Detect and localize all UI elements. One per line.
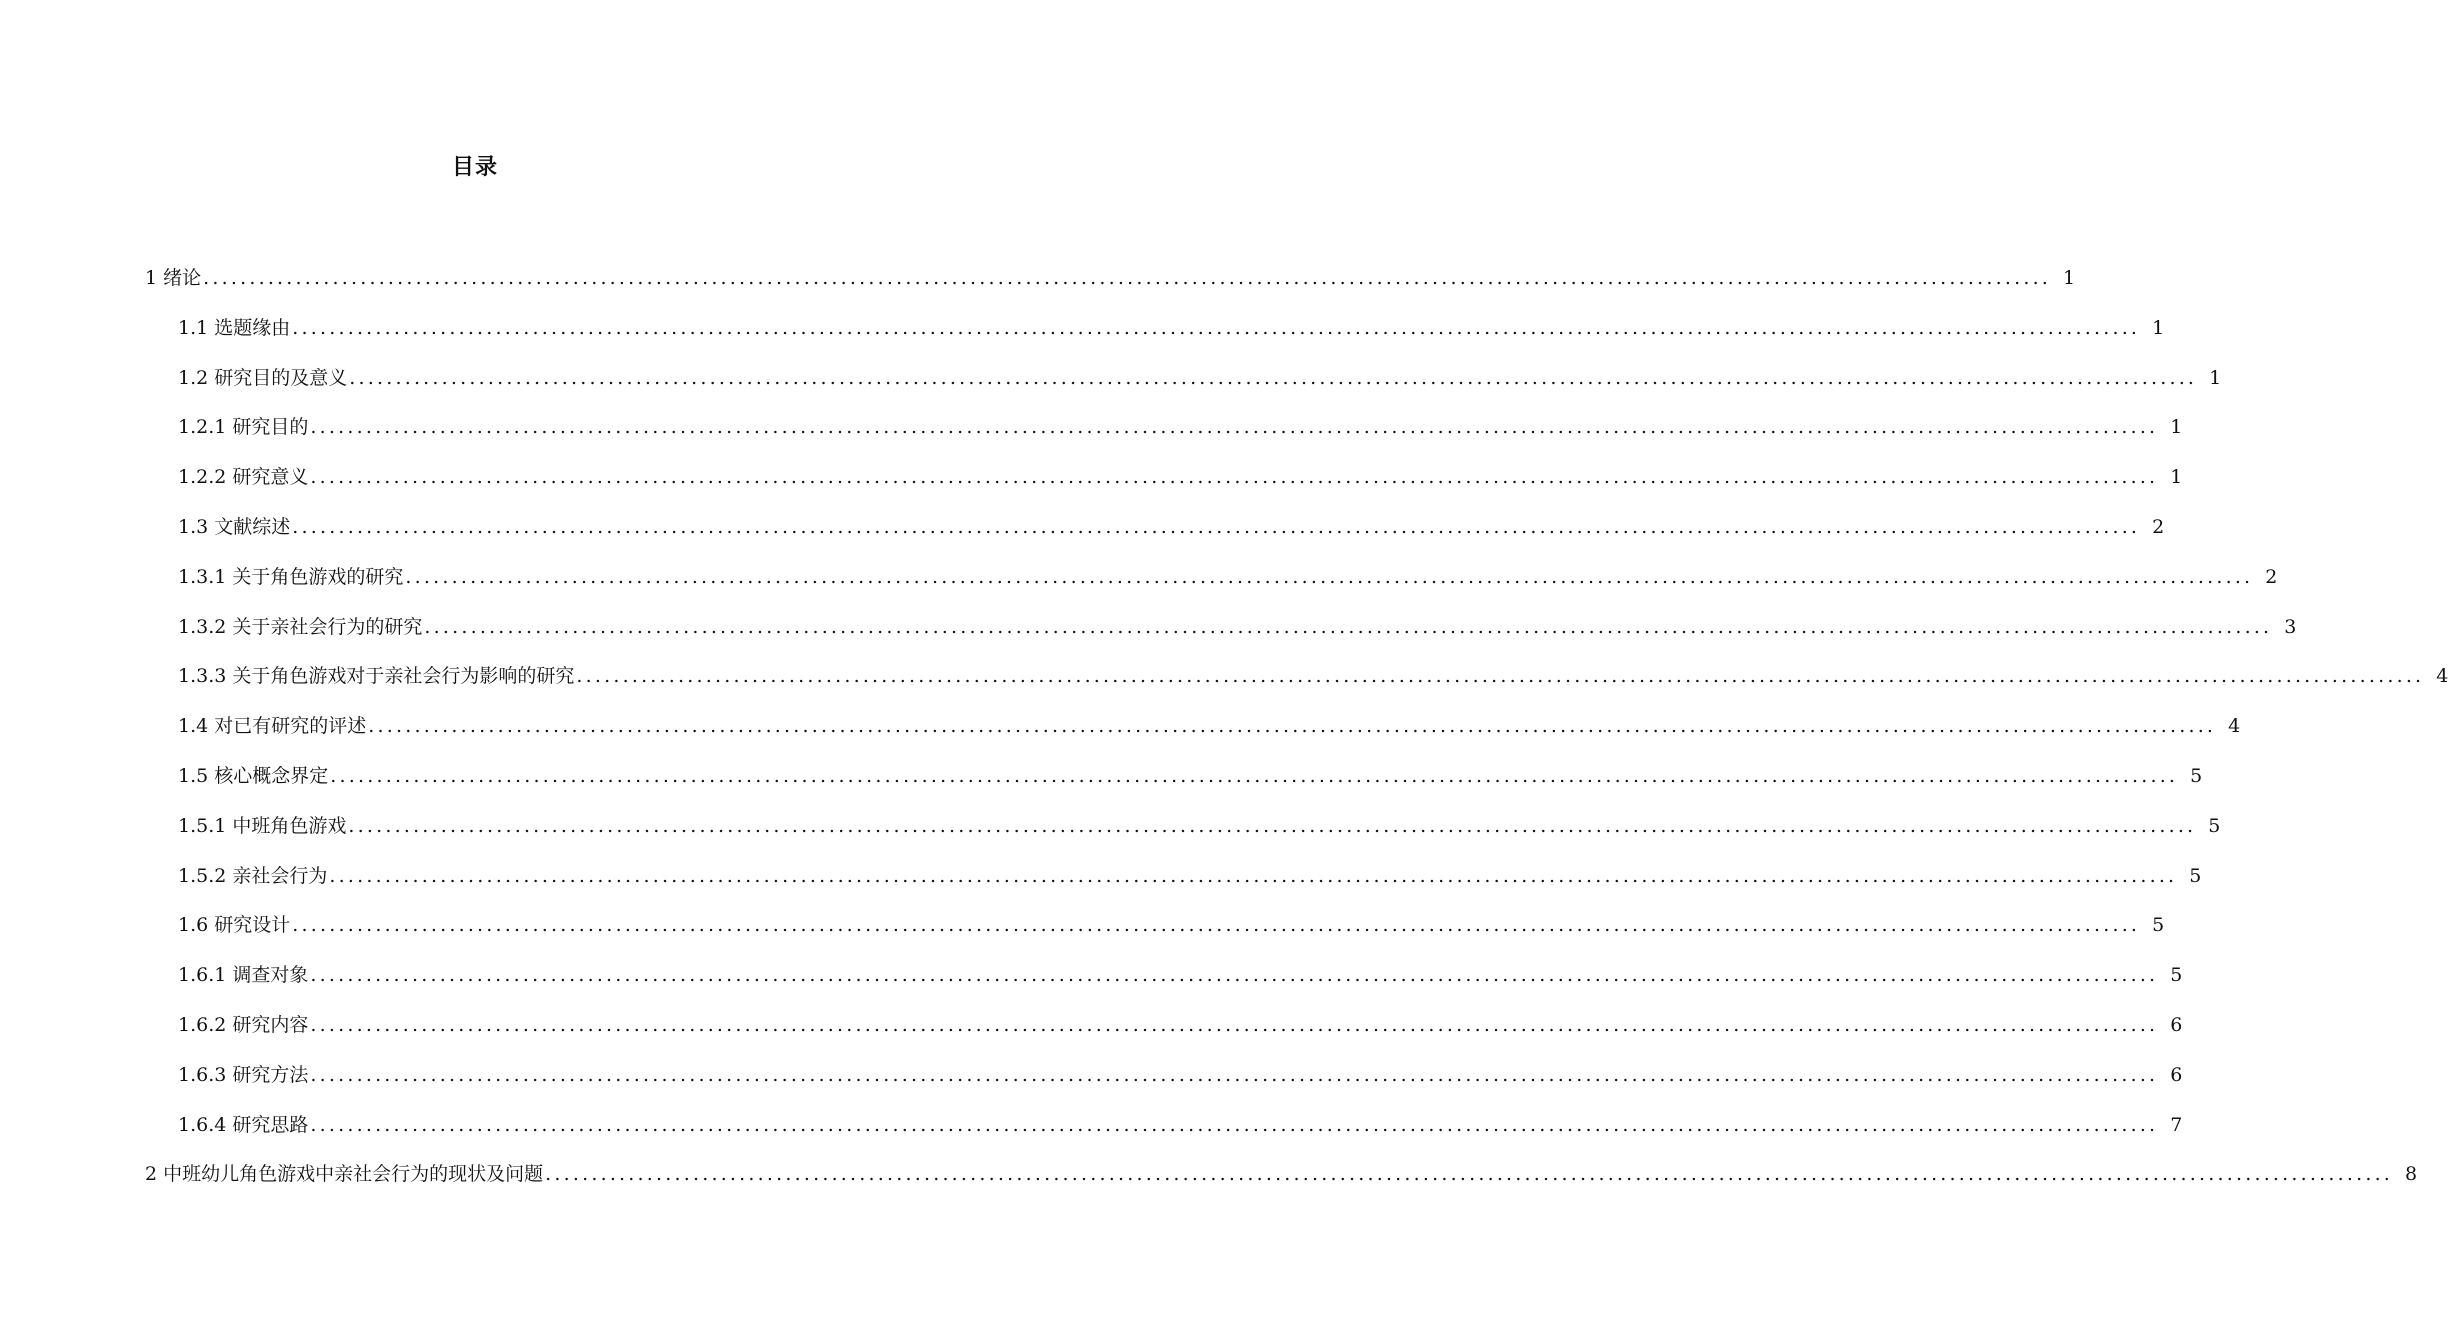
toc-entry[interactable] [0,711,2241,761]
toc-entry-page-number: 2 [2265,565,2278,588]
toc-entry-label: 1.5.1 中班角色游戏 [178,811,346,841]
toc-entry-page-number: 2 [2152,515,2165,538]
toc-entry-page-number: 4 [2228,715,2241,738]
toc-dot-leader: ........................................................................................................................................................................................................ [310,1063,2159,1086]
toc-entry[interactable] [0,612,2297,662]
toc-entry[interactable] [0,512,2165,562]
toc-entry[interactable] [0,761,2203,811]
toc-dot-leader: ........................................................................................................................................................................................................ [405,565,2254,588]
toc-dot-leader: ........................................................................................................................................................................................................ [329,864,2178,887]
toc-entry-page-number: 1 [2170,466,2183,489]
toc-entry-page-number: 7 [2170,1113,2183,1136]
toc-entry-label: 1.5.2 亲社会行为 [178,861,327,891]
toc-dot-leader: ........................................................................................................................................................................................................ [368,715,2217,738]
toc-entry[interactable] [0,562,2278,612]
toc-entry-page-number: 6 [2170,1013,2183,1036]
toc-dot-leader: ........................................................................................................................................................................................................ [330,764,2179,787]
toc-entry[interactable] [0,661,2448,711]
toc-entry-label: 1.6.4 研究思路 [178,1110,308,1140]
toc-entry-page-number: 6 [2170,1063,2183,1086]
toc-entry-label: 1.3 文献综述 [178,512,290,542]
page-title: 目录 [451,155,498,180]
toc-dot-leader: ........................................................................................................................................................................................................ [349,366,2198,389]
toc-entry-page-number: 1 [2062,267,2076,289]
toc-entry-page-number: 1 [2152,316,2165,339]
toc-dot-leader: ........................................................................................................................................................................................................ [424,615,2273,638]
toc-entry-label: 1 绪论 [145,263,201,293]
toc-entry-label: 1.6.1 调查对象 [178,960,308,990]
toc-entry-label: 1.2.2 研究意义 [178,462,308,492]
toc-dot-leader: ........................................................................................................................................................................................................ [310,1013,2159,1036]
toc-entry-page-number: 5 [2152,914,2165,937]
toc-dot-leader: ........................................................................................................................................................................................................ [310,964,2159,987]
toc-entry-page-number: 1 [2170,416,2183,439]
toc-entry[interactable] [0,1060,2183,1110]
toc-entry[interactable] [0,263,2076,313]
toc-entry[interactable] [0,412,2183,462]
toc-dot-leader: ........................................................................................................................................................................................................ [310,416,2159,439]
toc-entry-label: 1.3.3 关于角色游戏对于亲社会行为影响的研究 [178,661,574,691]
toc-entry-page-number: 4 [2436,665,2448,688]
toc-dot-leader: ........................................................................................................................................................................................................ [576,665,2425,688]
toc-entry-page-number: 5 [2170,964,2183,987]
toc-dot-leader: ........................................................................................................................................................................................................ [545,1163,2394,1186]
toc-entry[interactable] [0,462,2183,512]
toc-entry-label: 1.6 研究设计 [178,910,290,940]
toc-entry[interactable] [0,861,2202,911]
toc-entry-page-number: 5 [2189,864,2202,887]
toc-entry[interactable] [0,1010,2183,1060]
toc-entry-label: 1.1 选题缘由 [178,313,290,343]
toc-entry-label: 1.5 核心概念界定 [178,761,328,791]
toc-dot-leader: ........................................................................................................................................................................................................ [203,267,2052,289]
toc-dot-leader: ........................................................................................................................................................................................................ [310,466,2159,489]
toc-entry-label: 1.6.2 研究内容 [178,1010,308,1040]
toc-entry-label: 1.6.3 研究方法 [178,1060,308,1090]
toc-entry-page-number: 3 [2284,615,2297,638]
toc-entry-page-number: 5 [2190,764,2203,787]
toc-entry-label: 1.3.2 关于亲社会行为的研究 [178,612,422,642]
toc-entry-label: 1.4 对已有研究的评述 [178,711,366,741]
toc-entry[interactable] [0,313,2165,363]
toc-dot-leader: ........................................................................................................................................................................................................ [292,316,2141,339]
toc-entry-label: 1.3.1 关于角色游戏的研究 [178,562,403,592]
toc-entry-label: 1.2.1 研究目的 [178,412,308,442]
toc-entry-label: 1.2 研究目的及意义 [178,363,347,393]
toc-entry-page-number: 1 [2209,366,2222,389]
toc-list [0,263,2448,1209]
toc-entry[interactable] [0,1110,2183,1160]
toc-dot-leader: ........................................................................................................................................................................................................ [292,515,2141,538]
toc-entry[interactable] [0,811,2221,861]
toc-dot-leader: ........................................................................................................................................................................................................ [348,814,2197,837]
toc-entry[interactable] [0,960,2183,1010]
toc-entry-page-number: 8 [2404,1163,2418,1186]
toc-dot-leader: ........................................................................................................................................................................................................ [292,914,2141,937]
toc-entry[interactable] [0,363,2222,413]
toc-dot-leader: ........................................................................................................................................................................................................ [310,1113,2159,1136]
toc-entry[interactable] [0,1159,2418,1209]
toc-entry-label: 2 中班幼儿角色游戏中亲社会行为的现状及问题 [145,1159,543,1189]
toc-entry[interactable] [0,910,2165,960]
toc-entry-page-number: 5 [2208,814,2221,837]
